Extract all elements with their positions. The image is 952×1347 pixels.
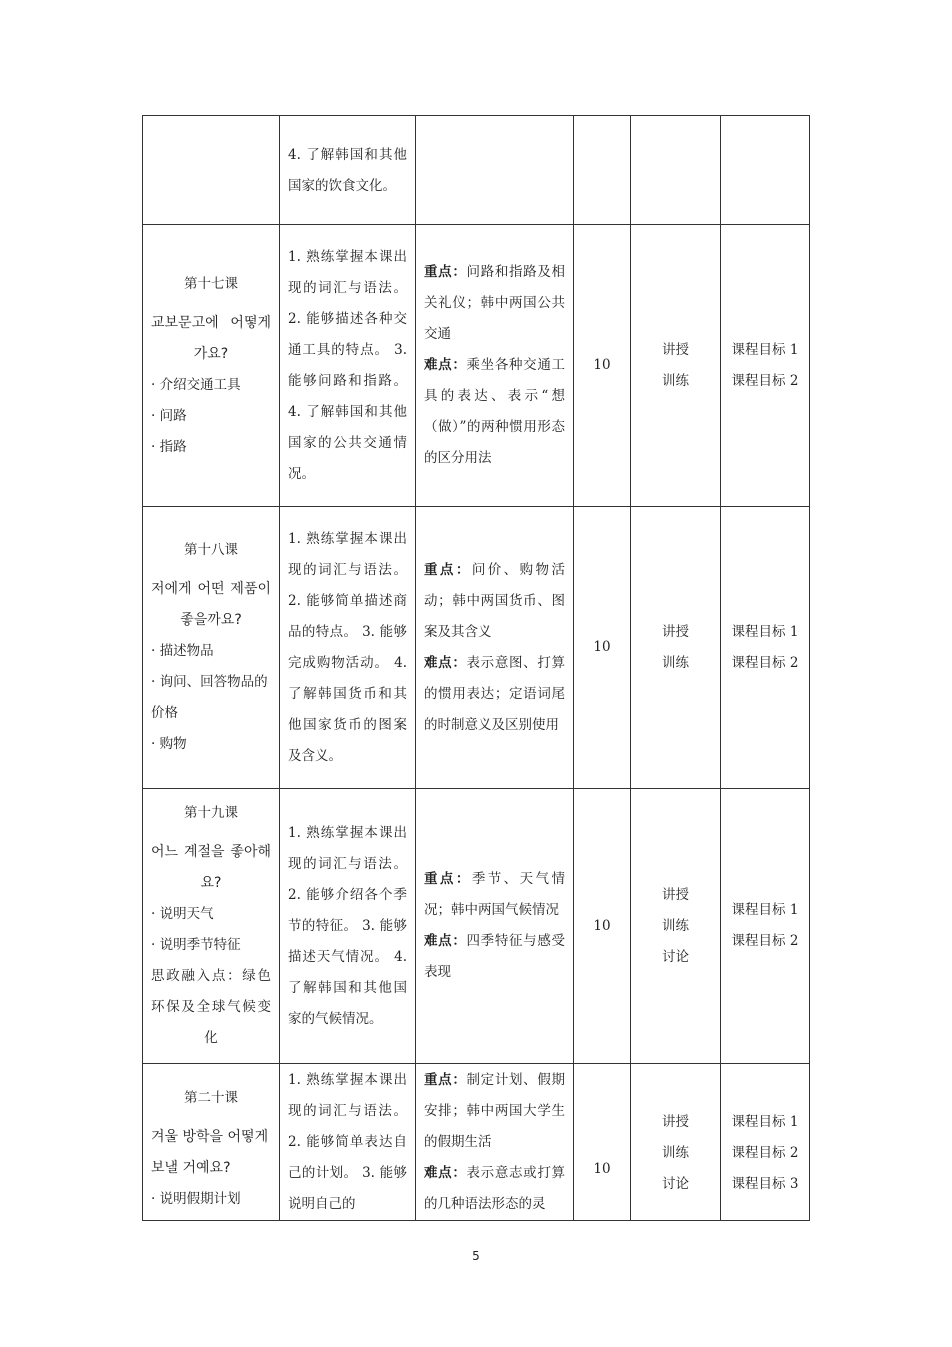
lesson-korean-title: 저에게 어떤 제품이 좋을까요? (151, 581, 271, 628)
difficult-text: 表示意志或打算的几种语法形态的灵 (424, 1165, 565, 1212)
lesson-number: 第十八课 (184, 542, 238, 558)
goals-cell (721, 225, 810, 507)
goals-cell (721, 1064, 810, 1221)
lesson-cell (143, 1064, 280, 1221)
objective-item: 4. 了解韩国和其他国家的公共交通情况。 (288, 403, 407, 482)
methods-cell (631, 507, 721, 789)
goal-item: 课程目标 1 (731, 623, 799, 640)
lesson-korean-title: 교보문고에 어떻게 가요? (151, 314, 271, 362)
goals-cell (721, 789, 810, 1064)
hours-cell (574, 1064, 631, 1221)
key-text: 季节、天气情况；韩中两国气候情况 (424, 871, 565, 918)
key-text: 问价、购物活动；韩中两国货币、图案及其含义 (424, 561, 565, 640)
hours-value: 10 (593, 639, 611, 655)
lesson-topic: · 说明季节特征 (151, 937, 241, 953)
objective-item: 2. 能够介绍各个季节的特征。 (288, 886, 407, 934)
methods-cell (631, 116, 721, 225)
lesson-topic: · 描述物品 (151, 643, 214, 659)
objective-item: 1. 熟练掌握本课出现的词汇与语法。 (288, 1072, 407, 1119)
objective-item: 4. 了解韩国货币和其他国家货币的图案及含义。 (288, 654, 408, 764)
difficult-label: 难点： (424, 654, 467, 671)
key-points-cell (416, 507, 574, 789)
key-label: 重点： (424, 1072, 467, 1088)
goal-item: 课程目标 1 (731, 341, 799, 358)
lesson-cell (143, 116, 280, 225)
lesson-cell (143, 507, 280, 789)
objectives-cell (280, 116, 416, 225)
difficult-text: 乘坐各种交通工具的表达、表示“想（做）”的两种惯用形态的区分用法 (424, 357, 565, 466)
key-text: 制定计划、假期安排；韩中两国大学生的假期生活 (424, 1072, 565, 1150)
method-item: 讨论 (662, 1176, 689, 1192)
lesson-topic: · 说明天气 (151, 906, 214, 922)
method-item: 讲授 (662, 886, 689, 903)
method-item: 讲授 (662, 623, 689, 640)
lesson-cell (143, 789, 280, 1064)
objective-item: 3. 能够描述天气情况。 (288, 917, 408, 965)
hours-cell (574, 789, 631, 1064)
objective-item: 3. 能够完成购物活动。 (288, 623, 408, 671)
hours-cell (574, 507, 631, 789)
lesson-topic: · 询问、回答物品的价格 (151, 674, 268, 721)
objectives-cell (280, 225, 416, 507)
objective-item: 4. 了解韩国和其他国家的饮食文化。 (288, 146, 407, 194)
lesson-topic: · 购物 (151, 736, 187, 752)
methods-cell (631, 225, 721, 507)
method-item: 训练 (662, 1145, 689, 1161)
objective-item: 2. 能够描述各种交通工具的特点。 (288, 310, 407, 358)
method-item: 讲授 (662, 1114, 689, 1130)
lesson-number: 第二十课 (184, 1090, 238, 1106)
objectives-cell (280, 789, 416, 1064)
lesson-korean-title: 어느 계절을 좋아해요? (151, 844, 271, 891)
lesson-number: 第十九课 (184, 805, 238, 821)
difficult-text: 四季特征与感受表现 (424, 933, 565, 980)
hours-value: 10 (593, 917, 611, 934)
hours-value: 10 (593, 1160, 611, 1177)
hours-cell (574, 225, 631, 507)
goal-item: 课程目标 2 (731, 654, 799, 671)
goal-item: 课程目标 2 (731, 933, 799, 949)
goal-item: 课程目标 2 (731, 1145, 799, 1161)
lesson-cell (143, 225, 280, 507)
method-item: 训练 (662, 654, 689, 671)
table-row (143, 225, 810, 507)
key-text: 问路和指路及相关礼仪；韩中两国公共交通 (424, 264, 565, 342)
lesson-korean-title: 겨울 방학을 어떻게 보낼 거예요? (151, 1129, 269, 1176)
objective-item: 4. 了解韩国和其他国家的气候情况。 (288, 948, 408, 1027)
goals-cell (721, 507, 810, 789)
method-item: 讲授 (662, 341, 689, 358)
lesson-number: 第十七课 (184, 275, 238, 292)
goal-item: 课程目标 2 (731, 372, 799, 389)
goals-cell (721, 116, 810, 225)
method-item: 讨论 (662, 948, 689, 965)
key-label: 重点： (424, 561, 472, 578)
table-row (143, 789, 810, 1064)
goal-item: 课程目标 3 (731, 1176, 799, 1192)
objectives-cell (280, 1064, 416, 1221)
lesson-topic: · 指路 (151, 438, 187, 455)
difficult-label: 难点： (424, 933, 467, 949)
hours-cell (574, 116, 631, 225)
table-row (143, 1064, 810, 1221)
objective-item: 3. 能够问路和指路。 (288, 341, 408, 389)
lesson-topic: · 问路 (151, 407, 187, 424)
goal-item: 课程目标 1 (731, 1114, 799, 1130)
difficult-label: 难点： (424, 357, 467, 373)
table-row (143, 116, 810, 225)
table-row (143, 507, 810, 789)
lesson-topic: · 介绍交通工具 (151, 376, 241, 393)
difficult-text: 表示意图、打算的惯用表达；定语词尾的时制意义及区别使用 (424, 654, 565, 733)
methods-cell (631, 789, 721, 1064)
objectives-cell (280, 507, 416, 789)
syllabus-table (142, 115, 810, 1221)
lesson-topic: · 说明假期计划 (151, 1191, 241, 1207)
page-number: 5 (472, 1249, 480, 1263)
objective-item: 3. 能够说明自己的 (288, 1165, 408, 1212)
ideology-note: 思政融入点：绿色环保及全球气候变化 (151, 968, 271, 1046)
key-points-cell (416, 116, 574, 225)
objective-item: 1. 熟练掌握本课出现的词汇与语法。 (288, 248, 407, 296)
objective-item: 2. 能够简单描述商品的特点。 (288, 592, 407, 640)
method-item: 训练 (662, 372, 689, 389)
key-points-cell (416, 789, 574, 1064)
key-label: 重点： (424, 264, 467, 280)
objective-item: 2. 能够简单表达自己的计划。 (288, 1134, 407, 1181)
key-label: 重点： (424, 871, 472, 887)
hours-value: 10 (593, 357, 611, 373)
key-points-cell (416, 225, 574, 507)
method-item: 训练 (662, 917, 689, 934)
methods-cell (631, 1064, 721, 1221)
objective-item: 1. 熟练掌握本课出现的词汇与语法。 (288, 530, 407, 578)
difficult-label: 难点： (424, 1165, 467, 1181)
objective-item: 1. 熟练掌握本课出现的词汇与语法。 (288, 824, 407, 872)
goal-item: 课程目标 1 (731, 902, 799, 918)
key-points-cell (416, 1064, 574, 1221)
